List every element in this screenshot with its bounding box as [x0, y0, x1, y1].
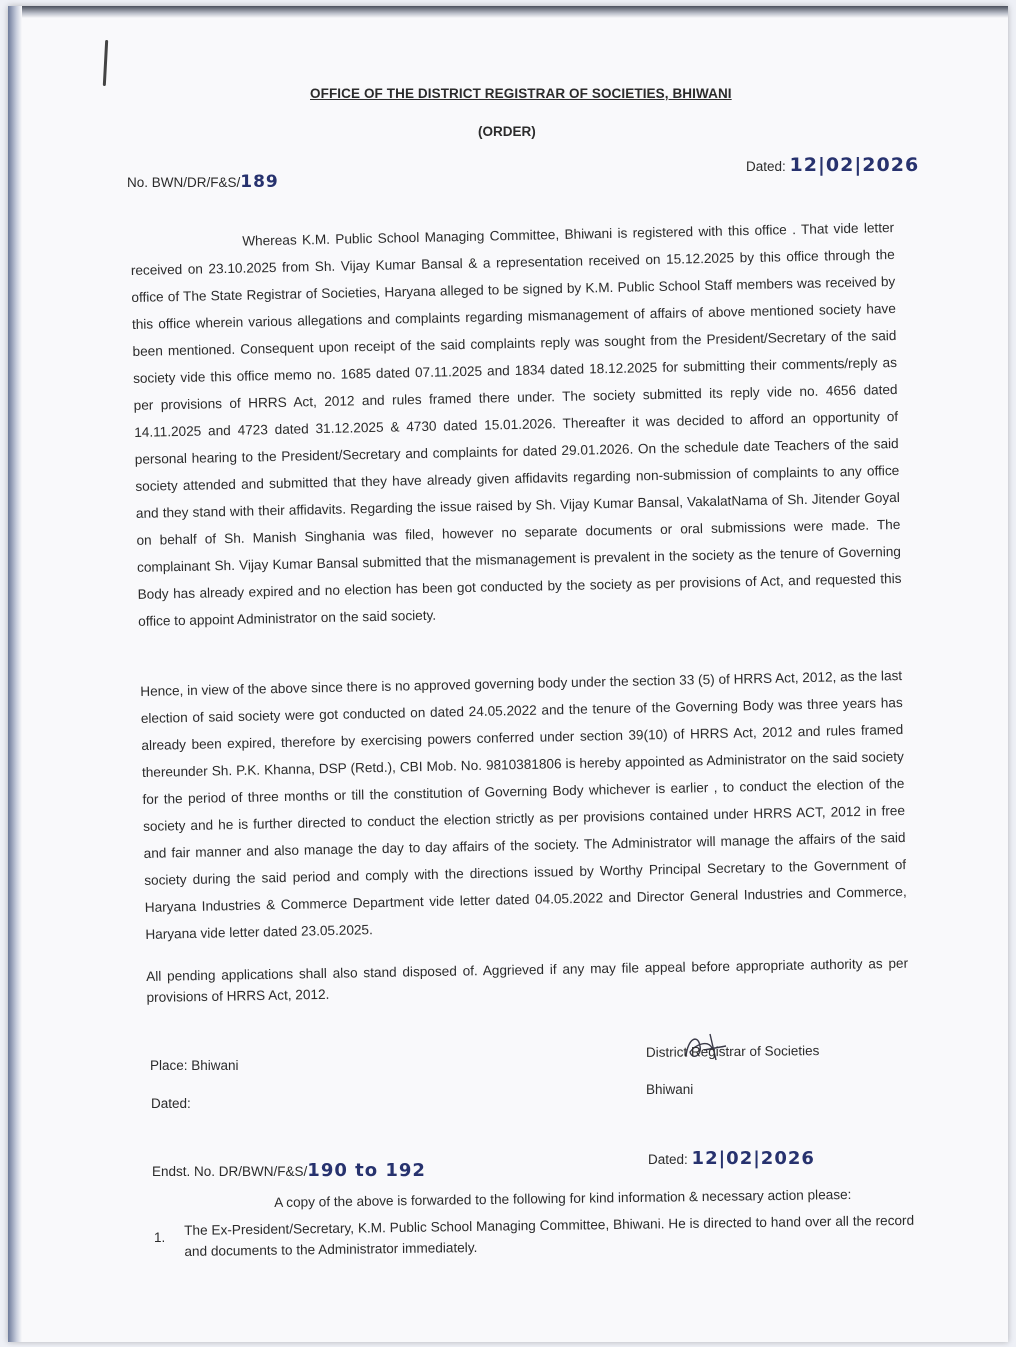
dated-blank: Dated: [151, 1096, 191, 1111]
body-paragraph-whereas: Whereas K.M. Public School Managing Committee, Bhiwani is registered with this office . That vide letter received on 23.10.2025 from Sh. Vijay Kumar Bansal & a representation received on 15.12.2025 by this office through the office of The State Registrar of Societies, Haryana alleged to be signed by K.M. Public School Staff members was received by this office wherein various allegations and complaints regarding mismanagement of affairs of above mentioned society have been mentioned. Consequent upon receipt of the said complaints reply was sought from the President/Secretary of the said society vide this office memo no. 1685 dated 07.11.2025 and 1834 dated 18.12.2025 for submitting their comments/reply as per provisions of HRRS Act, 2012 and rules framed there under. The society submitted its reply vide no. 4656 dated 14.11.2025 and 4723 dated 31.12.2025 & 4730 dated 15.01.2026. Thereafter it was decided to afford an opportunity of personal hearing to the President/Secretary and complaints for dated 29.01.2026. On the schedule date Teachers of the said society attended and submitted that they have already given affidavits regarding non-submission of complaints to any office and they stand with their affidavits. Regarding the issue raised by Sh. Vijay Kumar Bansal, VakalatNama of Sh. Jitender Goyal on behalf of Sh. Manish Singhania was filed, however no separate documents or oral submissions were made. The complainant Sh. Vijay Kumar Bansal submitted that the mismanagement is prevalent in the society as the tenure of Governing Body has already expired and no election has been got conducted by the society as per provisions of Act, and requested this office to appoint Administrator on the said society. [130, 219, 902, 629]
endorsement-number: Endst. No. DR/BWN/F&S/190 to 192 [152, 1160, 426, 1181]
endorsement-number-handwritten: 190 to 192 [307, 1160, 426, 1181]
copy-forward-line: A copy of the above is forwarded to the following for kind information & necessary action please: [274, 1186, 852, 1210]
order-title: (ORDER) [478, 124, 536, 139]
endorsement-date: Dated: 12|02|2026 [648, 1148, 815, 1169]
body-paragraph-hence: Hence, in view of the above since there is no approved governing body under the section 33 (5) of HRRS Act, 2012, as the last election of said society were got conducted on dated 24.05.2022 and the tenure of the Governing Body was three years has already been expired, therefore by exercising powers conferred under section 39(10) of HRRS Act, 2012 and rules framed thereunder Sh. P.K. Khanna, DSP (Retd.), CBI Mob. No. 9810381806 is hereby appointed as Administrator on the said society for the period of three months or till the constitution of Governing Body whichever is earlier , to conduct the election of the society and he is further directed to conduct the election strictly as per provisions contained under HRRS ACT, 2012 in free and fair manner and also manage the day to day affairs of the society. The Administrator will manage the affairs of the said society during the said period and comply with the directions issued by Worthy Principal Secretary to the Government of Haryana Industries & Commerce Department vide letter dated 04.05.2022 and Director General Industries and Commerce, Haryana vide letter dated 23.05.2025. [140, 668, 907, 942]
copy-item-text: The Ex-President/Secretary, K.M. Public School Managing Committee, Bhiwani. He is directed to hand over all the record and documents to the Administrator immediately. [184, 1212, 915, 1259]
reference-number-handwritten: 189 [240, 172, 279, 192]
endorsement-date-handwritten: 12|02|2026 [691, 1148, 815, 1169]
margin-pen-mark [103, 40, 108, 86]
signatory-place: Bhiwani [646, 1082, 694, 1097]
office-heading: OFFICE OF THE DISTRICT REGISTRAR OF SOCIETIES, BHIWANI [310, 86, 732, 101]
place: Place: Bhiwani [150, 1058, 239, 1073]
scan-shadow-left [8, 6, 22, 1342]
scan-shadow-top [8, 6, 1008, 18]
body-paragraph-pending: All pending applications shall also stand disposed of. Aggrieved if any may file appeal before appropriate authority as per provisions of HRRS Act, 2012. [146, 955, 909, 1005]
reference-number: No. BWN/DR/F&S/189 [127, 172, 279, 192]
order-date: Dated: 12|02|2026 [746, 154, 920, 176]
signatory-title: District Registrar of Societies [645, 1043, 820, 1060]
document-page [8, 6, 1008, 1342]
order-date-handwritten: 12|02|2026 [789, 154, 920, 176]
copy-item-number: 1. [154, 1230, 166, 1245]
